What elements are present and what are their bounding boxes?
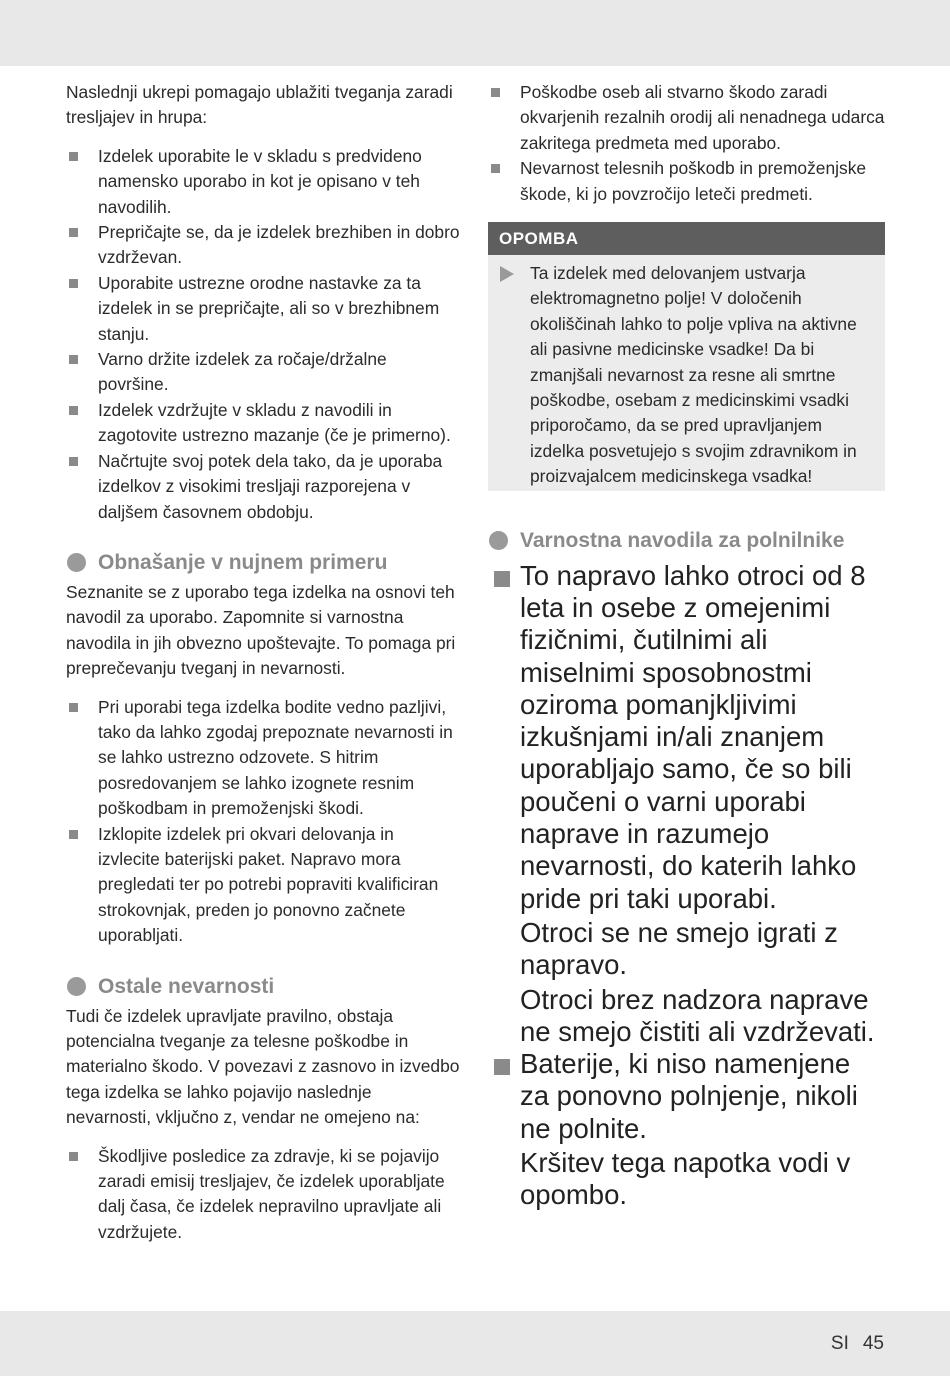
left-column [66, 80, 460, 1245]
square-bullet-icon [494, 1059, 510, 1075]
list-item: Nevarnost telesnih poškodb in premoženjske škode, ki jo povzročijo leteči predmeti. [488, 156, 885, 207]
risks-list [66, 1144, 460, 1246]
emergency-paragraph: Seznanite se z uporabo tega izdelka na osnovi teh navodil za uporabo. Zapomnite si varnostna navodila in jih obvezno upoštevajte. To pomaga pri preprečevanju tveganj in nevarnosti. [66, 581, 456, 679]
circle-bullet-icon [489, 531, 508, 550]
square-bullet-icon [69, 406, 78, 415]
charger-item-text: Baterije, ki niso namenjene za ponovno polnjenje, nikoli ne polnite. [520, 1048, 858, 1144]
emergency-list [66, 695, 460, 949]
arrow-right-icon [500, 266, 514, 282]
list-item: Načrtujte svoj potek dela tako, da je uporaba izdelkov z visokimi tresljaji razporejena v daljšem časovnem obdobju. [66, 449, 460, 525]
footer-band [0, 1311, 950, 1376]
list-item: Škodljive posledice za zdravje, ki se pojavijo zaradi emisij tresljajev, če izdelek uporabljate dalj časa, če izdelek nepravilno upravljate ali vzdržujete. [66, 1144, 460, 1246]
list-item: Izklopite izdelek pri okvari delovanja in izvlecite baterijski paket. Napravo mora pregledati ter po potrebi popraviti kvalificiran strokovnjak, preden jo ponovno začnete uporabljati. [66, 822, 460, 949]
note-body [488, 255, 885, 491]
square-bullet-icon [69, 355, 78, 364]
square-bullet-icon [491, 88, 500, 97]
list-item [488, 1048, 885, 1211]
section-heading-risks: Ostale nevarnosti [66, 971, 460, 1002]
note-title: OPOMBA [488, 222, 885, 255]
charger-item-text: Otroci se ne smejo igrati z napravo. [520, 916, 838, 981]
page-footer [817, 1333, 884, 1355]
list-item [488, 560, 885, 1048]
square-bullet-icon [69, 830, 78, 839]
header-band [0, 0, 950, 66]
right-column [488, 80, 885, 1212]
square-bullet-icon [69, 1152, 78, 1161]
square-bullet-icon [69, 228, 78, 237]
risks-paragraph: Tudi če izdelek upravljate pravilno, obstaja potencialna tveganje za telesne poškodbe in materialno škodo. V povezavi z zasnovo in izvedbo tega izdelka se lahko pojavijo naslednje nevarnosti, vključno z, vendar ne omejeno na: [66, 1005, 460, 1128]
square-bullet-icon [494, 571, 510, 587]
language-code: SI [830, 1333, 849, 1354]
note-text: Ta izdelek med delovanjem ustvarja elektromagnetno polje! V določenih okoliščinah lahko to polje vpliva na aktivne ali pasivne medicinske vsadke! Da bi zmanjšali nevarnost za resne ali smrtne poškodbe, osebam z medicinskimi vsadki priporočamo, da se pred upravljanjem izdelka posvetujejo s svojim zdravnikom in proizvajalcem medicinskega vsadka! [530, 263, 857, 487]
list-item: Izdelek vzdržujte v skladu z navodili in zagotovite ustrezno mazanje (če je primerno). [66, 398, 460, 449]
list-item: Varno držite izdelek za ročaje/držalne površine. [66, 347, 460, 398]
note-box [488, 222, 885, 491]
list-item: Izdelek uporabite le v skladu s predvideno namensko uporabo in kot je opisano v teh navodilih. [66, 144, 460, 220]
vibration-intro: Naslednji ukrepi pomagajo ublažiti tveganja zaradi tresljajev in hrupa: [66, 82, 453, 128]
list-item: Prepričajte se, da je izdelek brezhiben in dobro vzdrževan. [66, 220, 460, 271]
square-bullet-icon [69, 703, 78, 712]
list-item: Poškodbe oseb ali stvarno škodo zaradi okvarjenih rezalnih orodij ali nenadnega udarca zakritega predmeta med uporabo. [488, 80, 885, 156]
square-bullet-icon [69, 457, 78, 466]
charger-item-text: Kršitev tega napotka vodi v opombo. [520, 1147, 851, 1211]
list-item: Uporabite ustrezne orodne nastavke za ta izdelek in se prepričajte, ali so v brezhibnem stanju. [66, 271, 460, 347]
risks-list-continued [488, 80, 885, 207]
section-heading-emergency: Obnašanje v nujnem primeru [66, 547, 460, 578]
page-number: 45 [862, 1333, 884, 1354]
circle-bullet-icon [67, 977, 86, 996]
section-heading-chargers: Varnostna navodila za polnilnike [488, 525, 885, 556]
vibration-measures-list [66, 144, 460, 525]
charger-item-text: Otroci brez nadzora naprave ne smejo čistiti ali vzdrževati. [520, 983, 875, 1047]
charger-safety-list [488, 560, 885, 1212]
charger-item-text: To napravo lahko otroci od 8 leta in osebe z omejenimi fizičnimi, čutilnimi ali miselnimi sposobnostmi oziroma pomanjkljivimi izkušnjami in/ali znanjem uporabljajo samo, če so bili poučeni o varni uporabi naprave in razumejo nevarnosti, do katerih lahko pride pri taki uporabi. [520, 559, 866, 914]
list-item: Pri uporabi tega izdelka bodite vedno pazljivi, tako da lahko zgodaj prepoznate nevarnosti in se lahko ustrezno odzovete. S hitrim posredovanjem se lahko izognete resnim poškodbam in premoženjski škodi. [66, 695, 460, 822]
square-bullet-icon [491, 164, 500, 173]
circle-bullet-icon [67, 553, 86, 572]
square-bullet-icon [69, 279, 78, 288]
square-bullet-icon [69, 152, 78, 161]
